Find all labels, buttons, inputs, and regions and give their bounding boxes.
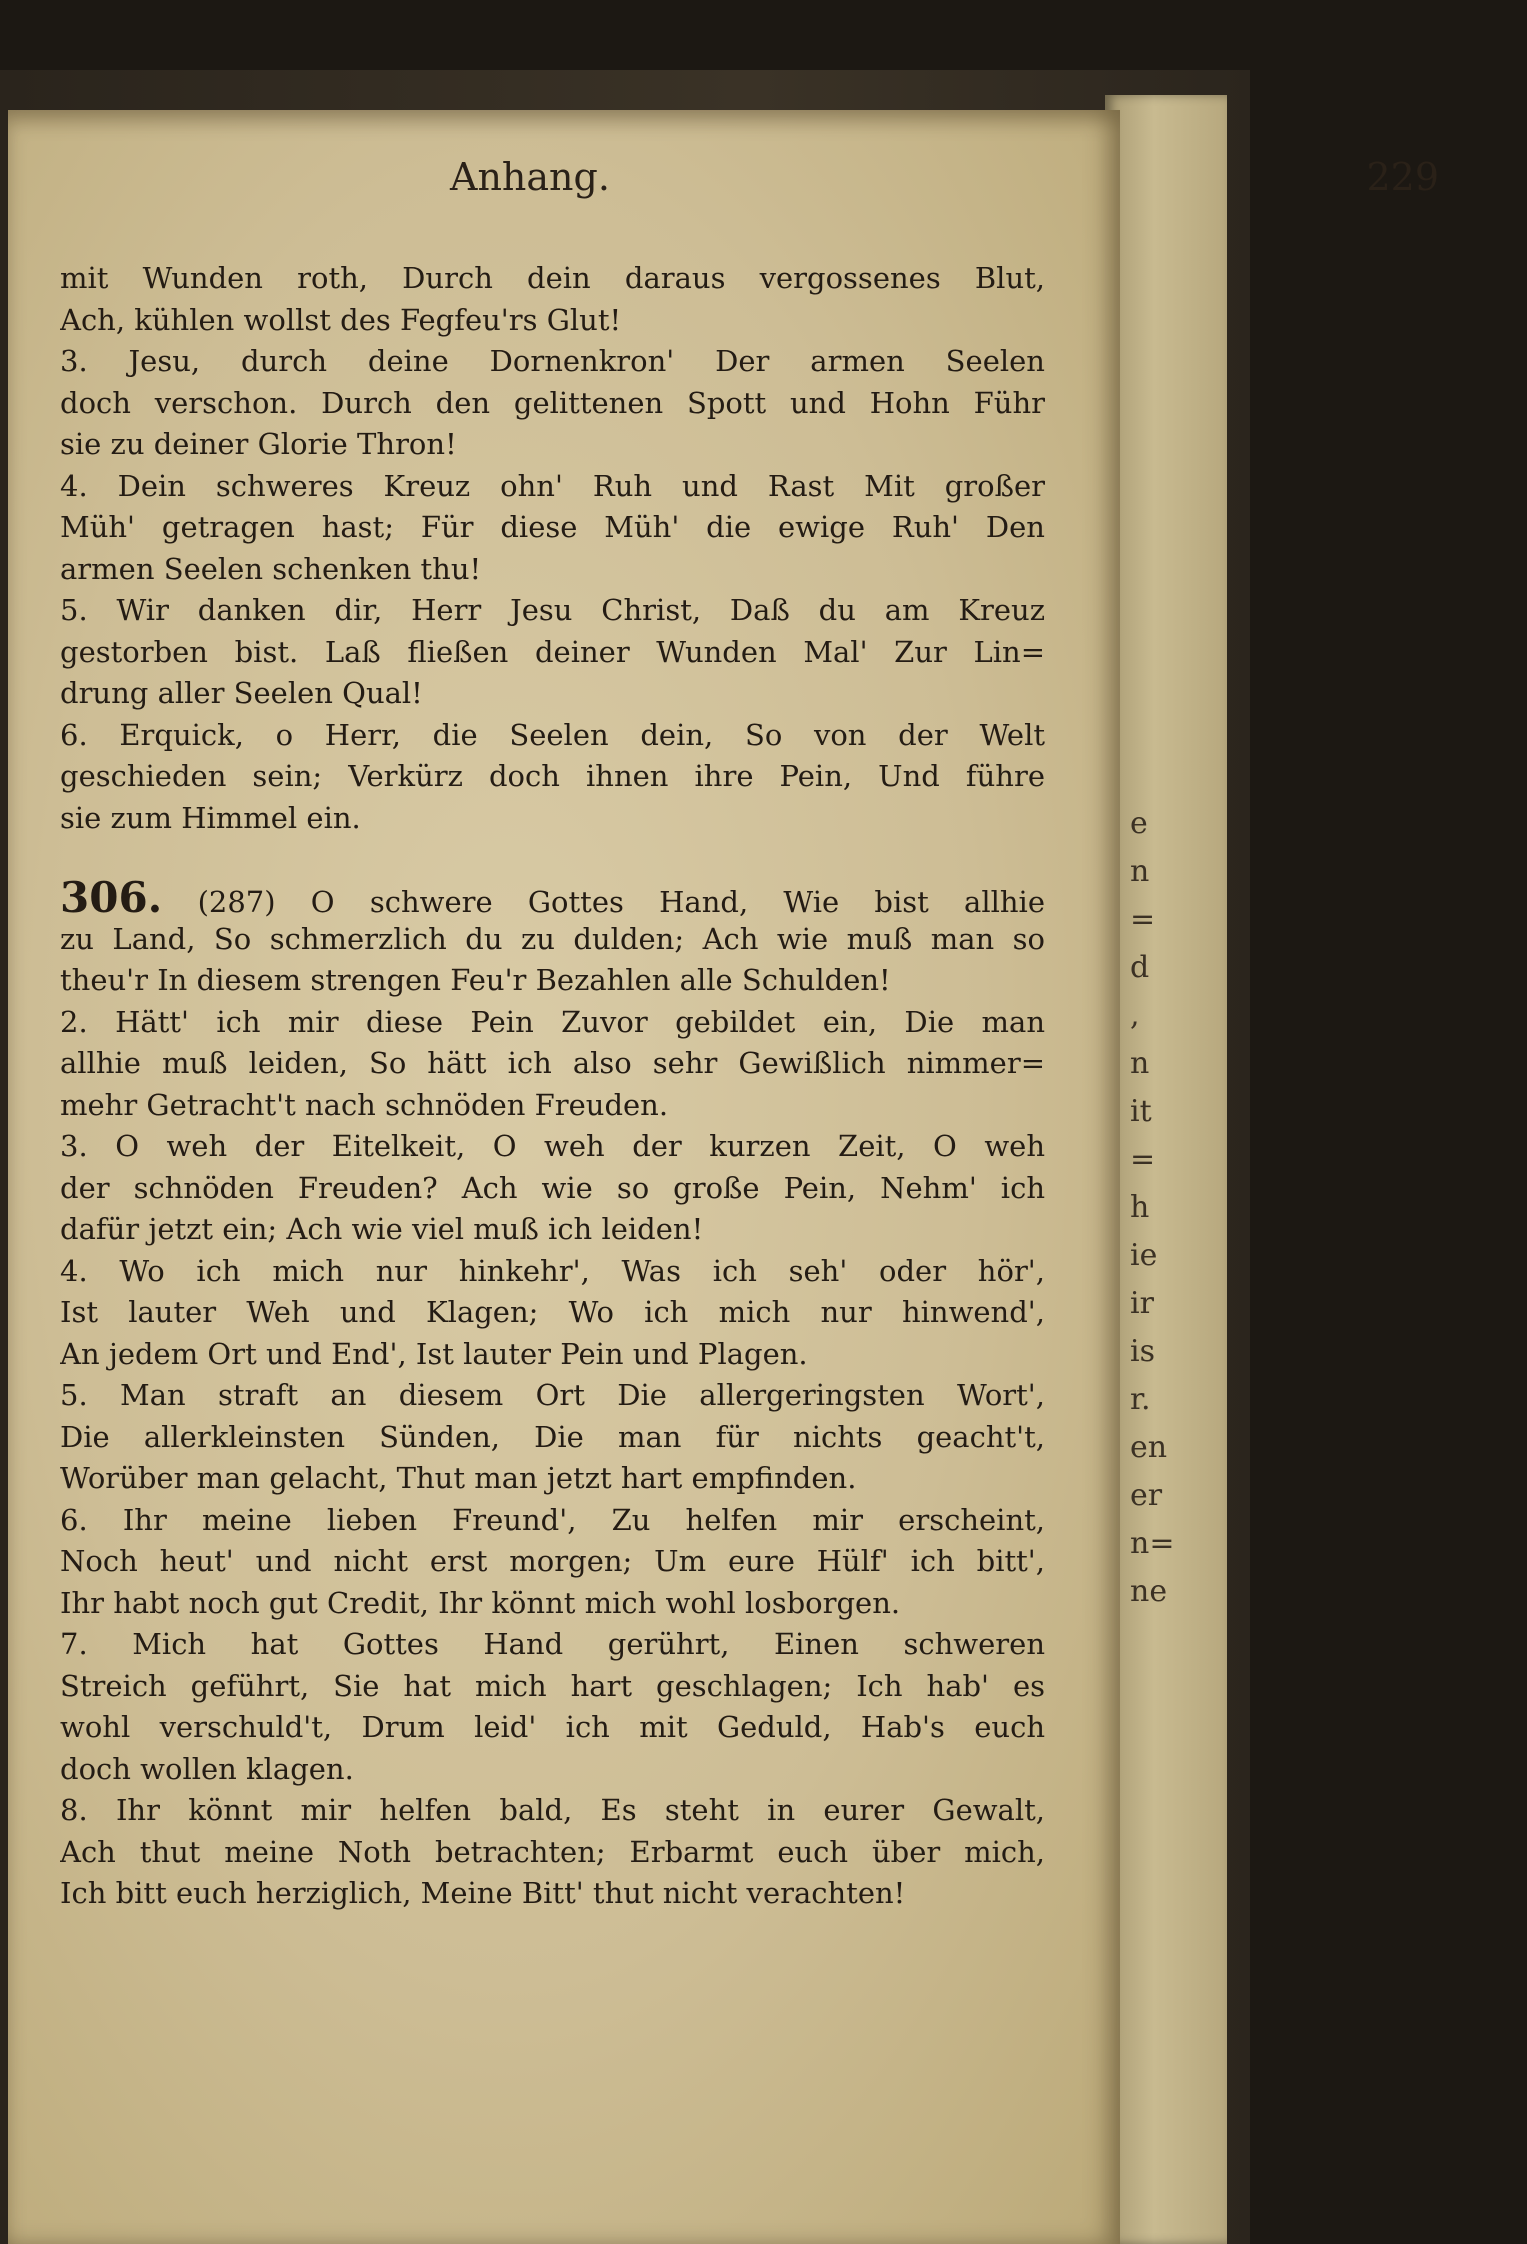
hymn-text-line: Noch heut' und nicht erst morgen; Um eure Hülf' ich bitt',	[60, 1544, 1045, 1578]
hymn-text-line: 8. Ihr könnt mir helfen bald, Es steht in eurer Gewalt,	[60, 1793, 1045, 1827]
hymn-text-line: Die allerkleinsten Sünden, Die man für nichts geacht't,	[60, 1419, 1045, 1454]
running-head-title: Anhang.	[450, 155, 610, 199]
adjacent-page-fragment: er	[1130, 1478, 1163, 1513]
adjacent-page-fragment: r.	[1130, 1382, 1151, 1417]
hymn-text-line: Ich bitt euch herziglich, Meine Bitt' thut nicht verachten!	[60, 1876, 906, 1910]
hymn-gap	[60, 839, 1045, 877]
text-line: drung aller Seelen Qual!	[60, 676, 423, 710]
adjacent-page-fragment: n	[1130, 1046, 1150, 1081]
adjacent-page-fragment: is	[1130, 1334, 1155, 1369]
text-line: sie zu deiner Glorie Thron!	[60, 427, 457, 461]
adjacent-page-fragment: ne	[1130, 1574, 1168, 1609]
preceding-hymn-verses	[60, 258, 1045, 839]
adjacent-page-fragment: h	[1130, 1190, 1150, 1225]
adjacent-page-fragment: e	[1130, 806, 1148, 841]
hymn-text-line: Ist lauter Weh und Klagen; Wo ich mich nur hinwend',	[60, 1295, 1045, 1329]
adjacent-page-fragment: en	[1130, 1430, 1168, 1465]
hymn-text-line: 5. Man straft an diesem Ort Die allergeringsten Wort',	[60, 1378, 1045, 1412]
page-text	[60, 258, 1045, 1915]
hymn-text-line: der schnöden Freuden? Ach wie so große Pein, Nehm' ich	[60, 1170, 1045, 1205]
text-line: Ach, kühlen wollst des Fegfeu'rs Glut!	[60, 302, 622, 337]
hymn-text-line: wohl verschuld't, Drum leid' ich mit Geduld, Hab's euch	[60, 1710, 1045, 1744]
adjacent-page-fragment: n=	[1130, 1526, 1175, 1561]
running-head	[40, 155, 1467, 205]
hymn-text-line: doch wollen klagen.	[60, 1751, 354, 1786]
hymn-text-line: 6. Ihr meine lieben Freund', Zu helfen mir erscheint,	[60, 1502, 1045, 1537]
text-line: 5. Wir danken dir, Herr Jesu Christ, Daß du am Kreuz	[60, 593, 1045, 627]
hymn-first-line: (287) O schwere Gottes Hand, Wie bist allhie	[197, 885, 1045, 919]
hymn-text-line: 3. O weh der Eitelkeit, O weh der kurzen Zeit, O weh	[60, 1129, 1045, 1163]
hymn-text-line: dafür jetzt ein; Ach wie viel muß ich leiden!	[60, 1212, 704, 1246]
hymn-verses	[60, 919, 1045, 1915]
text-line: 4. Dein schweres Kreuz ohn' Ruh und Rast Mit großer	[60, 468, 1045, 503]
text-line: sie zum Himmel ein.	[60, 800, 361, 835]
text-line: gestorben bist. Laß fließen deiner Wunden Mal' Zur Lin=	[60, 634, 1045, 669]
hymn-text-line: 4. Wo ich mich nur hinkehr', Was ich seh' oder hör',	[60, 1253, 1045, 1288]
adjacent-page-fragment: ie	[1130, 1238, 1158, 1273]
hymn-text-line: Worüber man gelacht, Thut man jetzt hart empfinden.	[60, 1461, 857, 1495]
hymn-text-line: allhie muß leiden, So hätt ich also sehr Gewißlich nimmer=	[60, 1046, 1045, 1080]
adjacent-page-fragment: ,	[1130, 998, 1140, 1033]
hymn-text-line: 2. Hätt' ich mir diese Pein Zuvor gebildet ein, Die man	[60, 1004, 1045, 1039]
hymn-text-line: 7. Mich hat Gottes Hand gerührt, Einen schweren	[60, 1627, 1045, 1661]
adjacent-page-fragment: d	[1130, 950, 1150, 985]
hymn-text-line: mehr Getracht't nach schnöden Freuden.	[60, 1087, 669, 1122]
hymn-text-line: An jedem Ort und End', Ist lauter Pein und Plagen.	[60, 1336, 808, 1371]
hymn-number: 306.	[60, 877, 163, 919]
adjacent-page-fragment: n	[1130, 854, 1150, 889]
text-line: Müh' getragen hast; Für diese Müh' die ewige Ruh' Den	[60, 510, 1045, 544]
adjacent-page-fragment: =	[1130, 902, 1156, 937]
hymn-heading-line	[60, 877, 1045, 919]
adjacent-page-fragment: ir	[1130, 1286, 1154, 1321]
hymn-text-line: Ach thut meine Noth betrachten; Erbarmt euch über mich,	[60, 1834, 1045, 1869]
hymn-text-line: Ihr habt noch gut Credit, Ihr könnt mich wohl losborgen.	[60, 1585, 901, 1620]
adjacent-page-fragment: it	[1130, 1094, 1152, 1129]
hymn-text-line: Streich geführt, Sie hat mich hart geschlagen; Ich hab' es	[60, 1668, 1045, 1703]
text-line: mit Wunden roth, Durch dein daraus vergossenes Blut,	[60, 261, 1045, 295]
text-line: 3. Jesu, durch deine Dornenkron' Der armen Seelen	[60, 344, 1045, 378]
text-line: doch verschon. Durch den gelittenen Spott und Hohn Führ	[60, 385, 1045, 420]
adjacent-page-fragment: =	[1130, 1142, 1156, 1177]
hymn-text-line: zu Land, So schmerzlich du zu dulden; Ach wie muß man so	[60, 921, 1045, 956]
text-line: geschieden sein; Verkürz doch ihnen ihre Pein, Und führe	[60, 759, 1045, 793]
page-number: 229	[1366, 155, 1439, 199]
adjacent-page-text	[1130, 800, 1210, 1616]
hymn-text-line: theu'r In diesem strengen Feu'r Bezahlen alle Schulden!	[60, 963, 891, 997]
text-line: 6. Erquick, o Herr, die Seelen dein, So von der Welt	[60, 717, 1045, 752]
text-line: armen Seelen schenken thu!	[60, 551, 482, 586]
